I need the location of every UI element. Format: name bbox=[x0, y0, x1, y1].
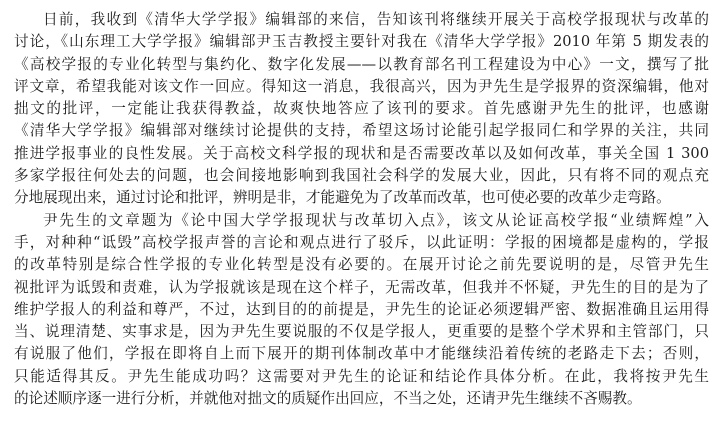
text-line: 的论述顺序逐一进行分析，并就他对拙文的质疑作出回应，不当之处，还请尹先生继续不吝赐教。 bbox=[14, 390, 642, 408]
text-line: 尹先生的文章题为《论中国大学学报现状与改革切入点》，该文从论证高校学报“业绩辉煌”入 bbox=[43, 211, 709, 229]
text-line: 《高校学报的专业化转型与集约化、数字化发展——以教育部名刊工程建设为中心》一文，撰写了批 bbox=[14, 55, 709, 73]
text-line: 推进学报事业的良性发展。关于高校文科学报的现状和是否需要改革以及如何改革，事关全国 1 300 bbox=[14, 144, 709, 162]
text-line: 有说服了他们，学报在即将自上而下展开的期刊体制改革中才能继续沿着传统的老路走下去；否则， bbox=[14, 345, 709, 363]
paragraph-2 bbox=[14, 210, 709, 411]
text-line: 视批评为诋毁和责难，认为学报就该是现在这个样子，无需改革，但我并不怀疑，尹先生的目的是为了 bbox=[14, 278, 709, 296]
text-line: 只能适得其反。尹先生能成功吗？这需要对尹先生的论证和结论作具体分析。在此，我将按尹先生 bbox=[14, 367, 709, 385]
text-line: 拙文的批评，一定能让我获得教益，故爽快地答应了该刊的要求。首先感谢尹先生的批评，也感谢 bbox=[14, 100, 709, 118]
text-line: 当、说理清楚、实事求是，因为尹先生要说服的不仅是学报人，更重要的是整个学术界和主管部门，只 bbox=[14, 323, 709, 341]
text-line: 分地展现出来，通过讨论和批评，辨明是非，才能避免为了改革而改革，也可使必要的改革少走弯路。 bbox=[14, 189, 671, 207]
text-line: 讨论，《山东理工大学学报》编辑部尹玉吉教授主要针对我在《清华大学学报》2010 年第 5 期发表的 bbox=[14, 33, 709, 51]
text-line: 日前，我收到《清华大学学报》编辑部的来信，告知该刊将继续开展关于高校学报现状与改革的 bbox=[43, 11, 709, 28]
paragraph-1 bbox=[14, 9, 709, 210]
text-line: 维护学报人的利益和尊严，不过，达到目的的前提是，尹先生的论证必须逻辑严密、数据准确且运用得 bbox=[14, 300, 709, 318]
text-line: 评文章，希望我能对该文作一回应。得知这一消息，我很高兴，因为尹先生是学报界的资深编辑，他对 bbox=[14, 77, 709, 95]
text-line: 手，对种种“诋毁”高校学报声誉的言论和观点进行了驳斥，以此证明：学报的困境都是虚构的，学报 bbox=[14, 233, 709, 251]
text-line: 《清华大学学报》编辑部对继续讨论提供的支持，希望这场讨论能引起学报同仁和学界的关注，共同 bbox=[14, 122, 709, 140]
text-line: 的改革特别是综合性学报的专业化转型是没有必要的。在展开讨论之前先要说明的是，尽管尹先生 bbox=[14, 256, 709, 274]
text-line: 多家学报往何处去的问题，也会间接地影响到我国社会科学的发展大业，因此，只有将不同的观点充 bbox=[14, 167, 709, 185]
